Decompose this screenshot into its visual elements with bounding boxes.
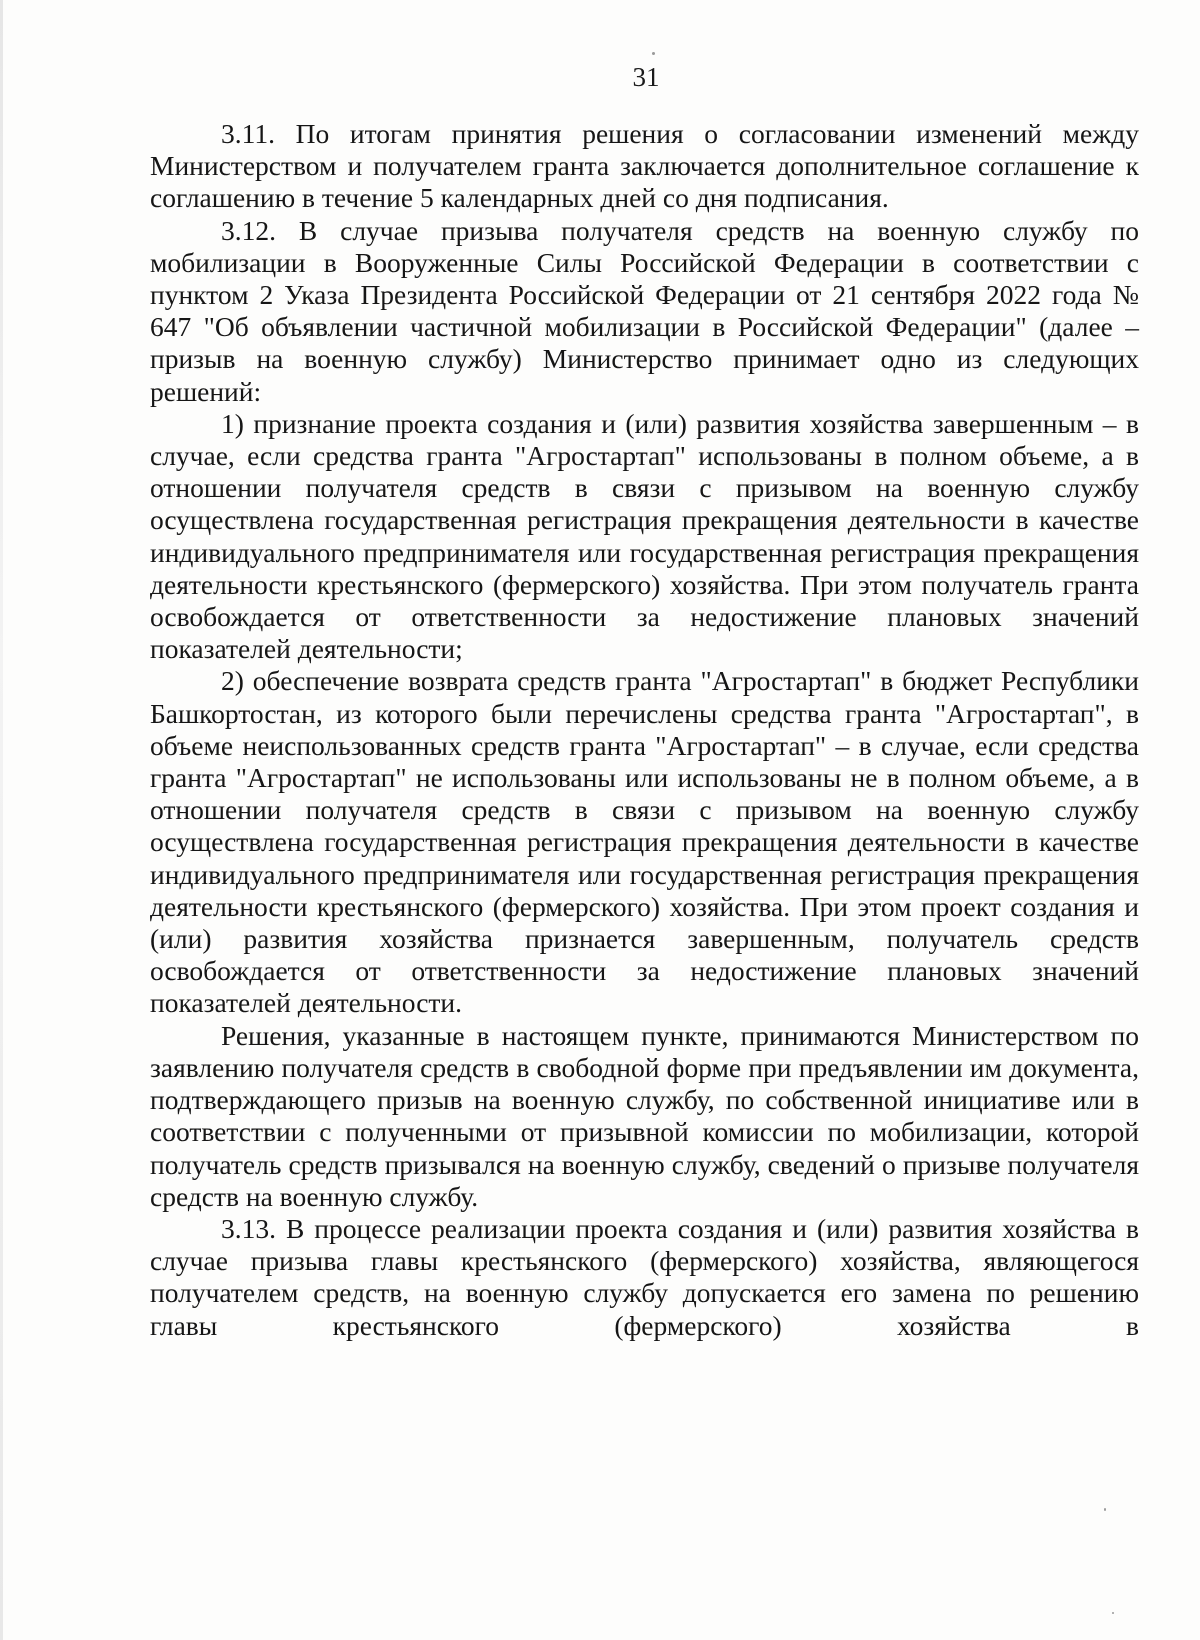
scan-speck bbox=[1112, 1612, 1114, 1614]
page-number: 31 bbox=[632, 62, 660, 92]
paragraph-3-12: 3.12. В случае призыва получателя средств на военную службу по мобилизации в Вооруженные Силы Российской Федерации в соответствии с пунктом 2 Указа Президента Российской Федерации от 21 сентября 2022 года № 647 "Об объявлении частичной мобилизации в Российской Федерации" (далее – призыв на военную службу) Министерство принимает одно из следующих решений: bbox=[150, 214, 1139, 407]
paragraph-3-11: 3.11. По итогам принятия решения о согласовании изменений между Министерством и получателем гранта заключается дополнительное соглашение к соглашению в течение 5 календарных дней со дня подписания. bbox=[150, 118, 1139, 214]
scan-speck bbox=[1104, 1508, 1106, 1511]
paragraph-3-13: 3.13. В процессе реализации проекта создания и (или) развития хозяйства в случае призыва главы крестьянского (фермерского) хозяйства, являющегося получателем средств, на военную службу допускается его замена по решению главы крестьянского (фермерского) хозяйства в bbox=[150, 1212, 1139, 1341]
scan-speck bbox=[652, 52, 655, 55]
paragraph-3-12-item-2: 2) обеспечение возврата средств гранта "Агростартап" в бюджет Республики Башкортостан, из которого были перечислены средства гранта "Агростартап", в объеме неиспользованных средств гранта "Агростартап" – в случае, если средства гранта "Агростартап" не использованы или использованы не в полном объеме, а в отношении получателя средств в связи с призывом на военную службу осуществлена государственная регистрация прекращения деятельности в качестве индивидуального предпринимателя или государственная регистрация прекращения деятельности крестьянского (фермерского) хозяйства. При этом проект создания и (или) развития хозяйства признается завершенным, получатель средств освобождается от ответственности за недостижение плановых значений показателей деятельности. bbox=[150, 665, 1139, 1019]
paragraph-3-12-item-1: 1) признание проекта создания и (или) развития хозяйства завершенным – в случае, если средства гранта "Агростартап" использованы в полном объеме, а в отношении получателя средств в связи с призывом на военную службу осуществлена государственная регистрация прекращения деятельности в качестве индивидуального предпринимателя или государственная регистрация прекращения деятельности крестьянского (фермерского) хозяйства. При этом получатель гранта освобождается от ответственности за недостижение плановых значений показателей деятельности; bbox=[150, 407, 1139, 665]
scan-edge bbox=[0, 0, 3, 1640]
paragraph-decisions: Решения, указанные в настоящем пункте, принимаются Министерством по заявлению получателя средств в свободной форме при предъявлении им документа, подтверждающего призыв на военную службу, по собственной инициативе или в соответствии с полученными от призывной комиссии по мобилизации, которой получатель средств призывался на военную службу, сведений о призыве получателя средств на военную службу. bbox=[150, 1019, 1139, 1212]
document-body bbox=[150, 118, 1139, 1342]
